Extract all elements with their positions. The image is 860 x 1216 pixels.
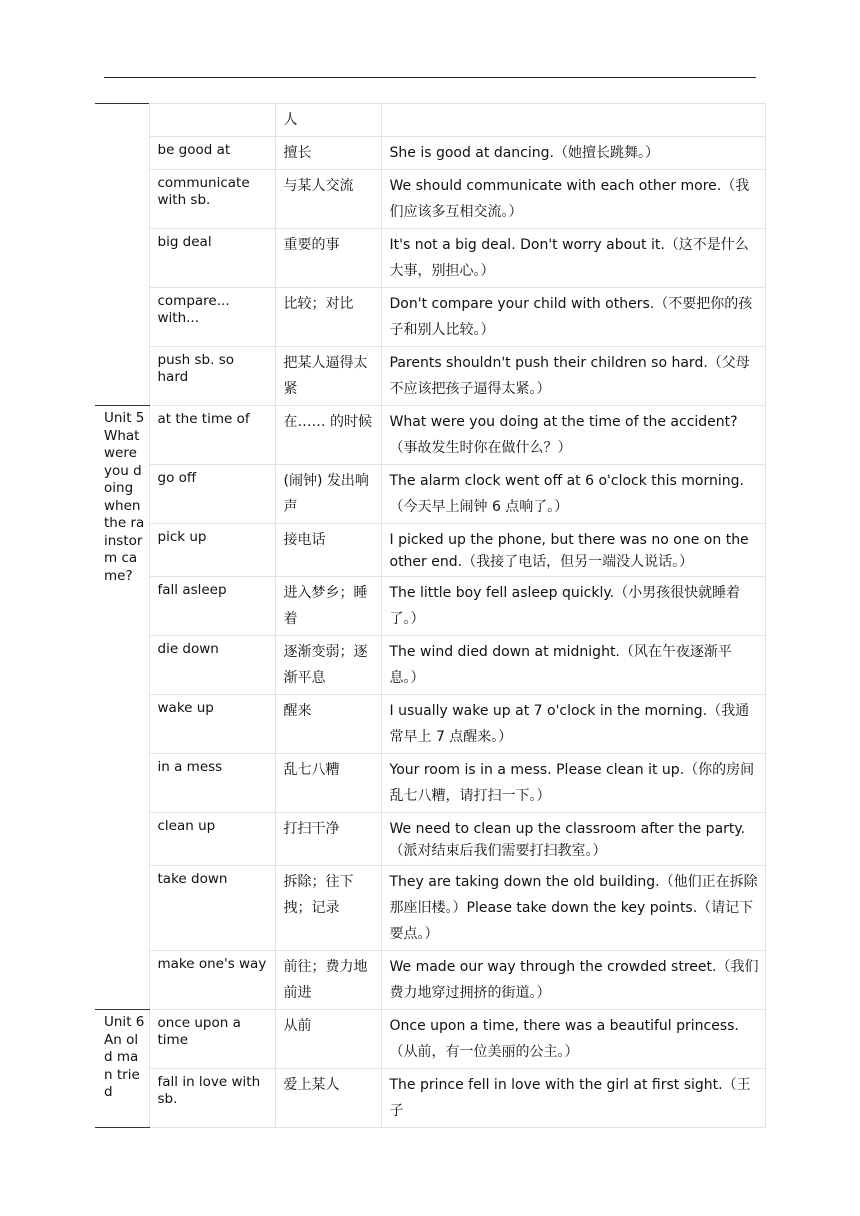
unit-cell: Unit 5 What were you doing when the rainstorm came?	[95, 406, 149, 1010]
table-row	[95, 951, 765, 1010]
phrase-cell: wake up	[149, 695, 275, 754]
meaning-cell: 擅长	[275, 137, 381, 170]
table-row	[95, 1010, 765, 1069]
table-row	[95, 347, 765, 406]
unit-cell	[95, 104, 149, 406]
table-row	[95, 866, 765, 951]
table-row	[95, 288, 765, 347]
example-cell: The alarm clock went off at 6 o'clock this morning.（今天早上闹钟 6 点响了。）	[381, 465, 765, 524]
table-row	[95, 577, 765, 636]
header-rule	[104, 77, 756, 78]
phrase-cell: fall asleep	[149, 577, 275, 636]
example-cell: I picked up the phone, but there was no one on the other end.（我接了电话，但另一端没人说话。）	[381, 524, 765, 577]
phrase-cell: in a mess	[149, 754, 275, 813]
table-row	[95, 170, 765, 229]
table-row	[95, 104, 765, 137]
example-cell: She is good at dancing.（她擅长跳舞。）	[381, 137, 765, 170]
meaning-cell: 醒来	[275, 695, 381, 754]
example-cell: We made our way through the crowded street.（我们费力地穿过拥挤的街道。）	[381, 951, 765, 1010]
phrase-cell: push sb. so hard	[149, 347, 275, 406]
phrase-cell	[149, 104, 275, 137]
meaning-cell: 重要的事	[275, 229, 381, 288]
meaning-cell: 爱上某人	[275, 1069, 381, 1128]
example-cell: Your room is in a mess. Please clean it up.（你的房间乱七八糟，请打扫一下。）	[381, 754, 765, 813]
example-cell: The little boy fell asleep quickly.（小男孩很快就睡着了。）	[381, 577, 765, 636]
table-row	[95, 754, 765, 813]
table-row	[95, 813, 765, 866]
phrase-cell: once upon a time	[149, 1010, 275, 1069]
phrase-cell: clean up	[149, 813, 275, 866]
vocabulary-table	[95, 103, 766, 1128]
phrase-cell: die down	[149, 636, 275, 695]
table-row	[95, 636, 765, 695]
table-row	[95, 1069, 765, 1128]
meaning-cell: 从前	[275, 1010, 381, 1069]
phrase-cell: pick up	[149, 524, 275, 577]
phrase-cell: compare... with...	[149, 288, 275, 347]
example-cell: What were you doing at the time of the accident?（事故发生时你在做什么？）	[381, 406, 765, 465]
example-cell: The wind died down at midnight.（风在午夜逐渐平息。）	[381, 636, 765, 695]
meaning-cell: 进入梦乡；睡着	[275, 577, 381, 636]
meaning-cell: 接电话	[275, 524, 381, 577]
example-cell: Parents shouldn't push their children so hard.（父母不应该把孩子逼得太紧。）	[381, 347, 765, 406]
meaning-cell: 把某人逼得太紧	[275, 347, 381, 406]
unit-cell: Unit 6 An old man tried	[95, 1010, 149, 1128]
table-row	[95, 229, 765, 288]
example-cell: We should communicate with each other more.（我们应该多互相交流。）	[381, 170, 765, 229]
table-row	[95, 695, 765, 754]
phrase-cell: take down	[149, 866, 275, 951]
meaning-cell: 在…… 的时候	[275, 406, 381, 465]
example-cell: They are taking down the old building.（他们正在拆除那座旧楼。）Please take down the key points.（请记下要点。）	[381, 866, 765, 951]
example-cell: It's not a big deal. Don't worry about it.（这不是什么大事，别担心。）	[381, 229, 765, 288]
vocabulary-table-body	[95, 104, 765, 1128]
phrase-cell: at the time of	[149, 406, 275, 465]
example-cell: Don't compare your child with others.（不要把你的孩子和别人比较。）	[381, 288, 765, 347]
meaning-cell: (闹钟) 发出响声	[275, 465, 381, 524]
meaning-cell: 拆除；往下拽；记录	[275, 866, 381, 951]
phrase-cell: big deal	[149, 229, 275, 288]
example-cell: The prince fell in love with the girl at first sight.（王子	[381, 1069, 765, 1128]
meaning-cell: 乱七八糟	[275, 754, 381, 813]
meaning-cell: 前往；费力地前进	[275, 951, 381, 1010]
table-row	[95, 137, 765, 170]
meaning-cell: 人	[275, 104, 381, 137]
example-cell: I usually wake up at 7 o'clock in the morning.（我通常早上 7 点醒来。）	[381, 695, 765, 754]
phrase-cell: make one's way	[149, 951, 275, 1010]
meaning-cell: 与某人交流	[275, 170, 381, 229]
table-row	[95, 465, 765, 524]
example-cell: Once upon a time, there was a beautiful princess.（从前，有一位美丽的公主。）	[381, 1010, 765, 1069]
phrase-cell: be good at	[149, 137, 275, 170]
phrase-cell: communicate with sb.	[149, 170, 275, 229]
phrase-cell: go off	[149, 465, 275, 524]
meaning-cell: 逐渐变弱；逐渐平息	[275, 636, 381, 695]
meaning-cell: 打扫干净	[275, 813, 381, 866]
meaning-cell: 比较；对比	[275, 288, 381, 347]
example-cell	[381, 104, 765, 137]
table-row	[95, 524, 765, 577]
example-cell: We need to clean up the classroom after the party.（派对结束后我们需要打扫教室。）	[381, 813, 765, 866]
table-row	[95, 406, 765, 465]
phrase-cell: fall in love with sb.	[149, 1069, 275, 1128]
